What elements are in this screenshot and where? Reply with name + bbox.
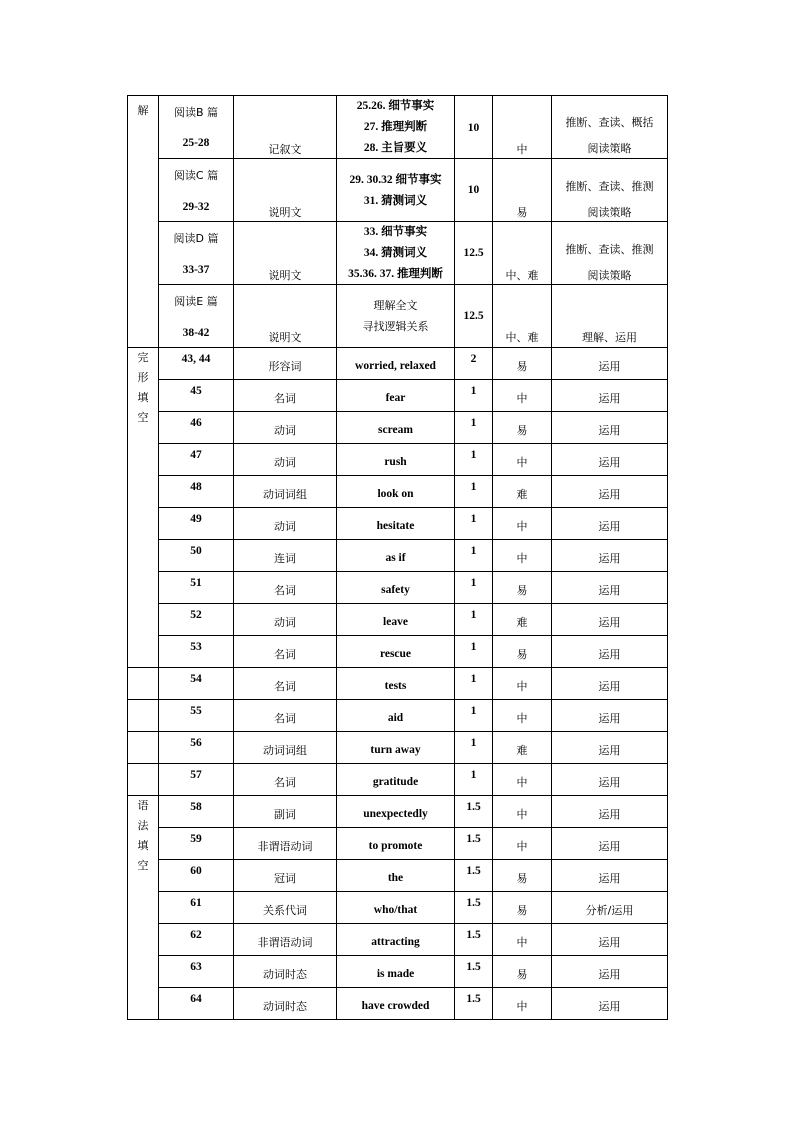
exam-spec-table <box>127 95 668 1020</box>
section-reading-label: 解 <box>128 96 159 348</box>
cloze-extra-row: 55 名词 aid 1 中 运用 <box>128 700 668 732</box>
grammar-row: 语 法 填 空 58 副词 unexpectedly 1.5 中 运用 <box>128 796 668 828</box>
cloze-row: 49 动词 hesitate 1 中 运用 <box>128 508 668 540</box>
cloze-row: 48 动词词组 look on 1 难 运用 <box>128 476 668 508</box>
cloze-row: 53 名词 rescue 1 易 运用 <box>128 636 668 668</box>
cloze-row: 47 动词 rush 1 中 运用 <box>128 444 668 476</box>
grammar-row: 61 关系代词 who/that 1.5 易 分析/运用 <box>128 892 668 924</box>
grammar-row: 59 非谓语动词 to promote 1.5 中 运用 <box>128 828 668 860</box>
reading-row: 解 阅读B 篇 25-28 记叙文 25.26. 细节事实 27. 推理判断 28. 主旨要义 10 中 推断、查读、概括 阅读策略 <box>128 96 668 159</box>
reading-row: 阅读E 篇 38-42 说明文 理解全文 寻找逻辑关系 12.5 中、难 理解、运用 <box>128 285 668 348</box>
cloze-row: 45 名词 fear 1 中 运用 <box>128 380 668 412</box>
cloze-row: 52 动词 leave 1 难 运用 <box>128 604 668 636</box>
cloze-row: 51 名词 safety 1 易 运用 <box>128 572 668 604</box>
reading-row: 阅读C 篇 29-32 说明文 29. 30.32 细节事实 31. 猜测词义 10 易 推断、查读、推测 阅读策略 <box>128 159 668 222</box>
section-cloze-label: 完 形 填 空 <box>128 348 159 668</box>
cloze-row: 46 动词 scream 1 易 运用 <box>128 412 668 444</box>
grammar-row: 63 动词时态 is made 1.5 易 运用 <box>128 956 668 988</box>
grammar-row: 64 动词时态 have crowded 1.5 中 运用 <box>128 988 668 1020</box>
grammar-row: 62 非谓语动词 attracting 1.5 中 运用 <box>128 924 668 956</box>
cloze-row: 完 形 填 空 43, 44 形容词 worried, relaxed 2 易 运用 <box>128 348 668 380</box>
cloze-row: 50 连词 as if 1 中 运用 <box>128 540 668 572</box>
cloze-extra-row: 57 名词 gratitude 1 中 运用 <box>128 764 668 796</box>
grammar-row: 60 冠词 the 1.5 易 运用 <box>128 860 668 892</box>
cloze-extra-row: 56 动词词组 turn away 1 难 运用 <box>128 732 668 764</box>
reading-row: 阅读D 篇 33-37 说明文 33. 细节事实 34. 猜测词义 35.36. 37. 推理判断 12.5 中、难 推断、查读、推测 阅读策略 <box>128 222 668 285</box>
section-grammar-label: 语 法 填 空 <box>128 796 159 1020</box>
cloze-extra-row: 54 名词 tests 1 中 运用 <box>128 668 668 700</box>
